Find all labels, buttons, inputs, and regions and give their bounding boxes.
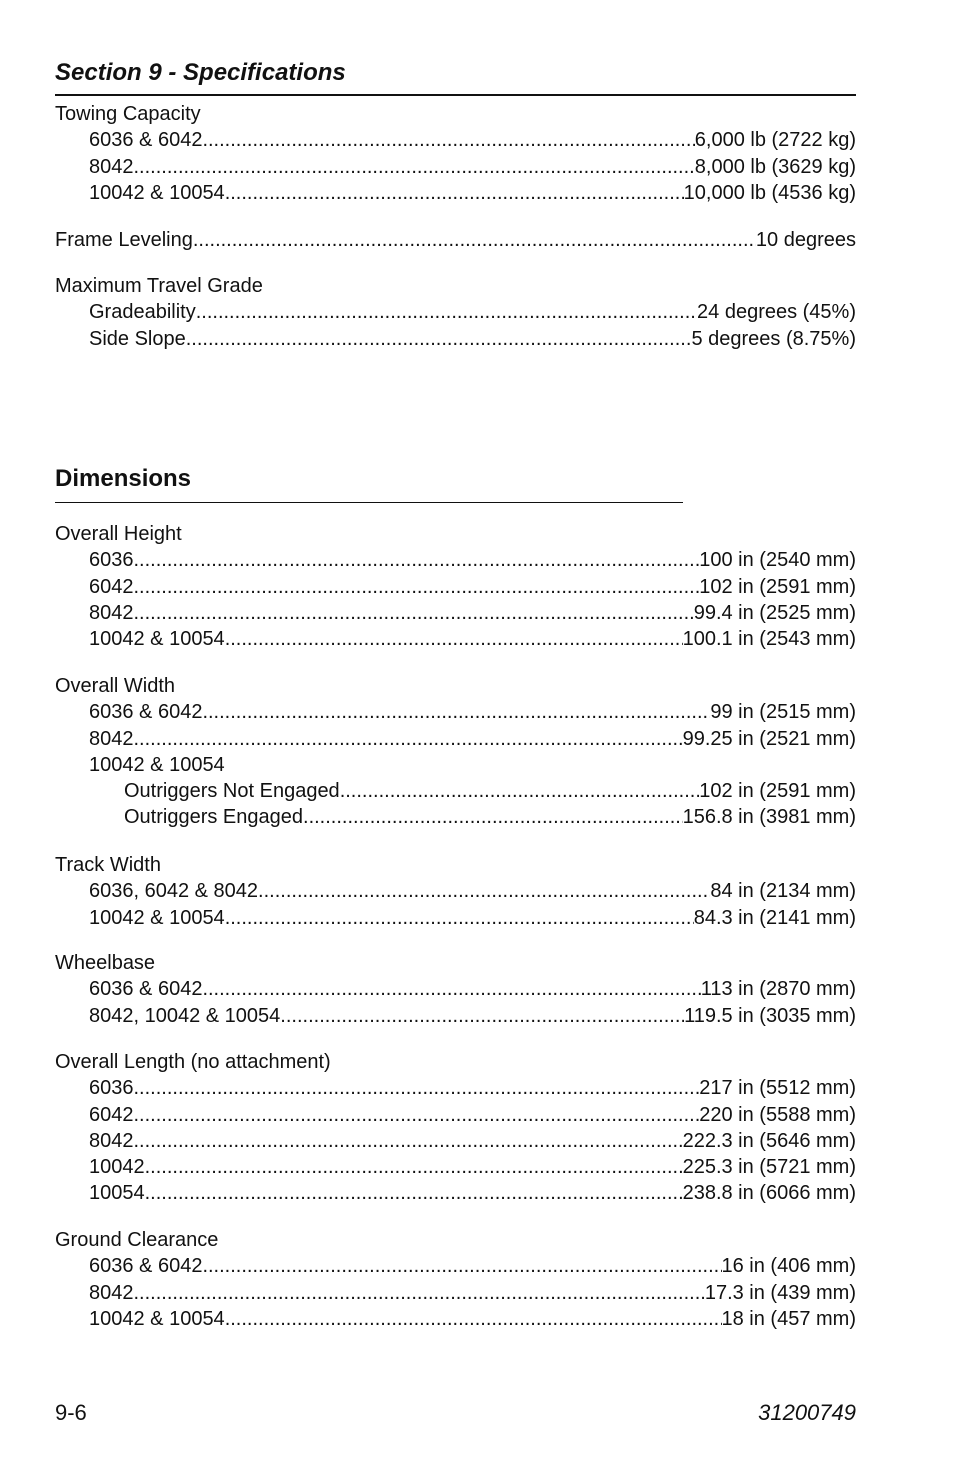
dot-leader — [134, 547, 700, 573]
spec-value: 220 in (5588 mm) — [699, 1103, 856, 1126]
dot-leader — [134, 1102, 700, 1128]
spec-value: 84.3 in (2141 mm) — [693, 906, 856, 929]
spec-value: 102 in (2591 mm) — [699, 575, 856, 598]
spec-row — [55, 699, 856, 725]
spec-value: 17.3 in (439 mm) — [704, 1281, 856, 1304]
spec-row — [55, 1075, 856, 1101]
spec-label: Outriggers Engaged — [124, 806, 304, 829]
spec-label: 6036 & 6042 — [89, 701, 203, 724]
spec-value: 238.8 in (6066 mm) — [682, 1182, 856, 1205]
track-width-block — [55, 852, 856, 931]
spec-row — [55, 180, 856, 206]
dot-leader — [225, 905, 694, 931]
page-number: 9-6 — [55, 1400, 87, 1425]
spec-value: 99.25 in (2521 mm) — [682, 727, 856, 750]
spec-label: Outriggers Not Engaged — [124, 780, 340, 803]
spec-row — [55, 1280, 856, 1306]
dot-leader — [225, 626, 683, 652]
spec-label: Side Slope — [89, 327, 186, 350]
spec-label: 8042 — [89, 727, 134, 750]
travel-grade-block — [55, 273, 856, 352]
frame-leveling-block — [55, 227, 856, 253]
spec-label: 6036 — [89, 549, 134, 572]
spec-label: 8042 — [89, 155, 134, 178]
spec-row — [55, 127, 856, 153]
spec-label: 6042 — [89, 1103, 134, 1126]
spec-row — [55, 299, 856, 325]
spec-label: 6036 & 6042 — [89, 129, 203, 152]
spec-row — [55, 1102, 856, 1128]
spec-row — [55, 878, 856, 904]
section-header — [55, 58, 856, 96]
dimensions-heading — [55, 462, 683, 503]
spec-row — [55, 804, 856, 830]
dot-leader — [145, 1154, 683, 1180]
spec-row — [55, 1180, 856, 1206]
spec-row — [55, 1306, 856, 1332]
dot-leader — [202, 699, 710, 725]
dot-leader — [134, 154, 695, 180]
spec-row — [55, 1253, 856, 1279]
spec-value: 102 in (2591 mm) — [699, 780, 856, 803]
spec-row — [55, 626, 856, 652]
spec-label: 10042 & 10054 — [89, 1307, 225, 1330]
spec-row — [55, 574, 856, 600]
towing-capacity-label: Towing Capacity — [55, 103, 201, 125]
dot-leader — [134, 574, 700, 600]
dot-leader — [340, 778, 700, 804]
spec-label: 10042 & 10054 — [89, 906, 225, 929]
spec-row — [55, 154, 856, 180]
spec-label: 10054 — [89, 1182, 145, 1205]
dot-leader — [225, 180, 684, 206]
spec-value: 99.4 in (2525 mm) — [693, 601, 856, 624]
dot-leader — [134, 1128, 683, 1154]
spec-label: 6036 — [89, 1077, 134, 1100]
dot-leader — [258, 878, 710, 904]
spec-label: 10042 — [89, 1156, 145, 1179]
spec-row — [55, 1003, 856, 1029]
spec-value: 8,000 lb (3629 kg) — [694, 155, 856, 178]
dimensions-title: Dimensions — [55, 465, 192, 492]
ground-clearance-block — [55, 1227, 856, 1332]
spec-row — [55, 326, 856, 352]
overall-length-label: Overall Length (no attachment) — [55, 1051, 331, 1073]
spec-label: 6042 — [89, 575, 134, 598]
overall-length-block — [55, 1049, 856, 1207]
dot-leader — [134, 1075, 700, 1101]
spec-value: 156.8 in (3981 mm) — [682, 806, 856, 829]
dot-leader — [193, 227, 756, 253]
ground-clearance-label: Ground Clearance — [55, 1229, 219, 1251]
overall-width-block — [55, 673, 856, 831]
wheelbase-block — [55, 950, 856, 1029]
wheelbase-label: Wheelbase — [55, 952, 156, 974]
spec-row — [55, 547, 856, 573]
width-sub-label: 10042 & 10054 — [89, 753, 225, 776]
spec-row — [55, 227, 856, 253]
spec-row — [55, 600, 856, 626]
spec-label: 8042 — [89, 1281, 134, 1304]
dot-leader — [134, 1280, 705, 1306]
spec-value: 100.1 in (2543 mm) — [682, 628, 856, 651]
spec-label: 10042 & 10054 — [89, 628, 225, 651]
spec-label: Frame Leveling — [55, 229, 193, 251]
dot-leader — [225, 1306, 722, 1332]
overall-height-label: Overall Height — [55, 523, 182, 545]
spec-value: 6,000 lb (2722 kg) — [694, 129, 856, 152]
spec-value: 113 in (2870 mm) — [700, 978, 856, 1001]
dot-leader — [134, 726, 683, 752]
spec-value: 5 degrees (8.75%) — [691, 327, 856, 350]
dot-leader — [202, 976, 700, 1002]
spec-value: 119.5 in (3035 mm) — [684, 1004, 856, 1027]
dot-leader — [202, 127, 694, 153]
spec-label: Gradeability — [89, 301, 196, 324]
spec-label: 6036, 6042 & 8042 — [89, 880, 259, 903]
spec-label: 8042 — [89, 1129, 134, 1152]
document-number: 31200749 — [758, 1400, 856, 1425]
section-title: Section 9 - Specifications — [55, 59, 346, 86]
overall-width-label: Overall Width — [55, 675, 176, 697]
spec-value: 16 in (406 mm) — [721, 1255, 856, 1278]
spec-row — [55, 778, 856, 804]
spec-row — [55, 726, 856, 752]
dot-leader — [196, 299, 697, 325]
track-width-label: Track Width — [55, 854, 161, 876]
spec-value: 24 degrees (45%) — [697, 301, 856, 324]
spec-row — [55, 1128, 856, 1154]
spec-value: 10 degrees — [755, 229, 856, 251]
spec-value: 217 in (5512 mm) — [699, 1077, 856, 1100]
spec-label: 6036 & 6042 — [89, 978, 203, 1001]
spec-value: 18 in (457 mm) — [721, 1307, 856, 1330]
spec-row — [55, 1154, 856, 1180]
travel-grade-label: Maximum Travel Grade — [55, 275, 263, 297]
dot-leader — [202, 1253, 721, 1279]
spec-value: 99 in (2515 mm) — [710, 701, 856, 724]
dot-leader — [303, 804, 683, 830]
spec-value: 84 in (2134 mm) — [710, 880, 856, 903]
dot-leader — [145, 1180, 683, 1206]
dot-leader — [186, 326, 692, 352]
dot-leader — [280, 1003, 684, 1029]
spec-label: 8042, 10042 & 10054 — [89, 1004, 281, 1027]
spec-value: 222.3 in (5646 mm) — [682, 1129, 856, 1152]
spec-label: 8042 — [89, 601, 134, 624]
dot-leader — [134, 600, 694, 626]
overall-height-block — [55, 521, 856, 652]
spec-row — [55, 976, 856, 1002]
spec-label: 10042 & 10054 — [89, 181, 225, 204]
spec-value: 10,000 lb (4536 kg) — [683, 181, 856, 204]
towing-capacity-block — [55, 101, 856, 206]
spec-label: 6036 & 6042 — [89, 1255, 203, 1278]
spec-value: 225.3 in (5721 mm) — [682, 1156, 856, 1179]
spec-row — [55, 905, 856, 931]
spec-value: 100 in (2540 mm) — [699, 549, 856, 572]
